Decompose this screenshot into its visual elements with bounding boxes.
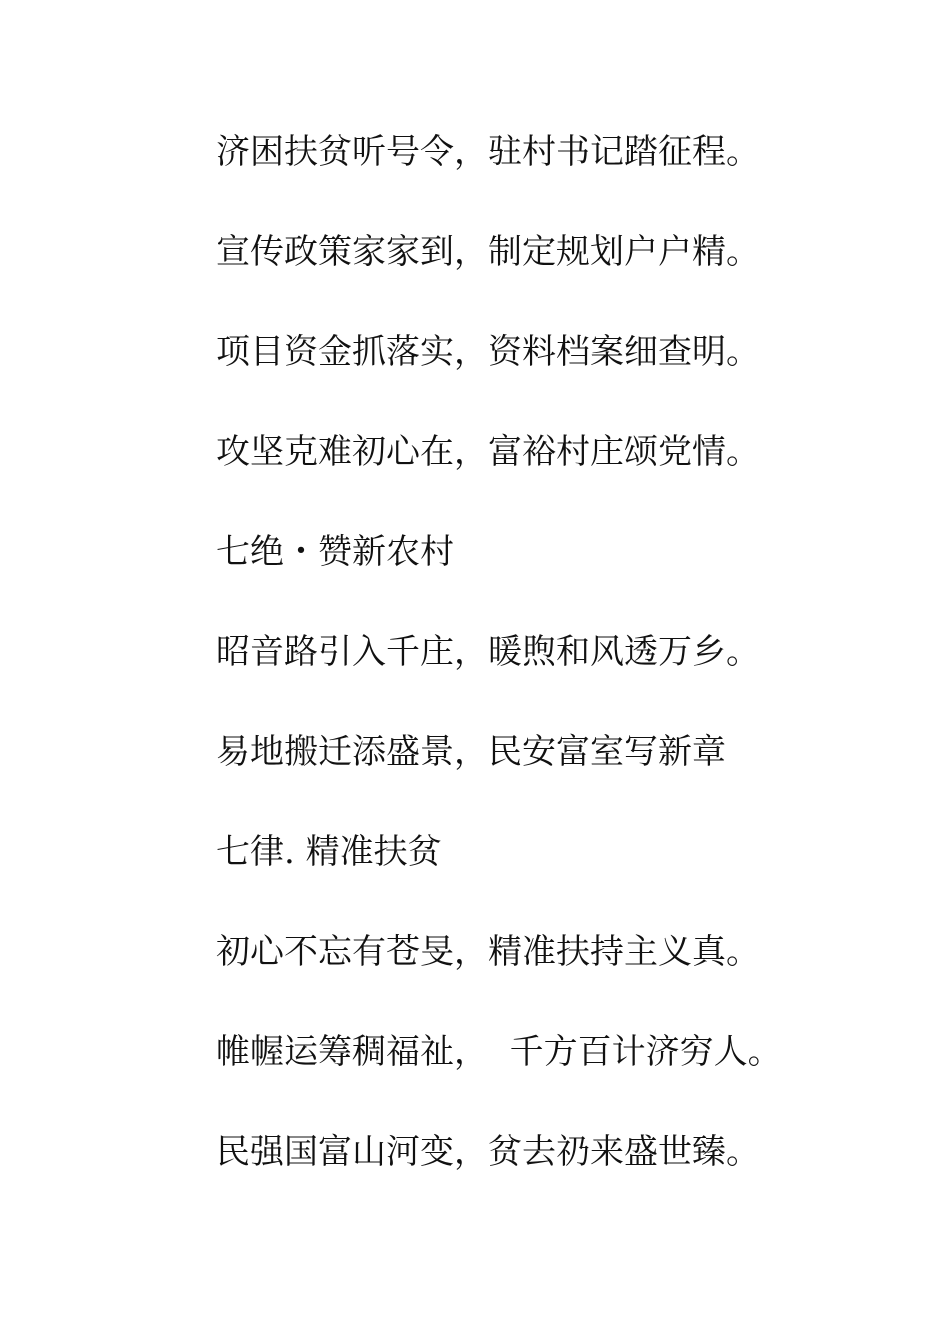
poem-line: 初心不忘有苍旻，精准扶持主义真。 [216, 932, 760, 972]
poem-line: 宣传政策家家到，制定规划户户精。 [216, 232, 760, 272]
poem-line: 济困扶贫听号令，驻村书记踏征程。 [216, 132, 760, 172]
poem-line: 易地搬迁添盛景，民安富室写新章 [216, 732, 726, 772]
poem-line: 昭音路引入千庄，暖煦和风透万乡。 [216, 632, 760, 672]
poem-line: 帷幄运筹稠福祉， 千方百计济穷人。 [216, 1032, 782, 1072]
poem-line: 民强国富山河变，贫去礽来盛世臻。 [216, 1132, 760, 1172]
poem-line: 攻坚克难初心在，富裕村庄颂党情。 [216, 432, 760, 472]
poem-line: 项目资金抓落实，资料档案细查明。 [216, 332, 760, 372]
poem-title: 七律. 精准扶贫 [216, 832, 442, 872]
poem-title: 七绝・赞新农村 [216, 532, 454, 572]
